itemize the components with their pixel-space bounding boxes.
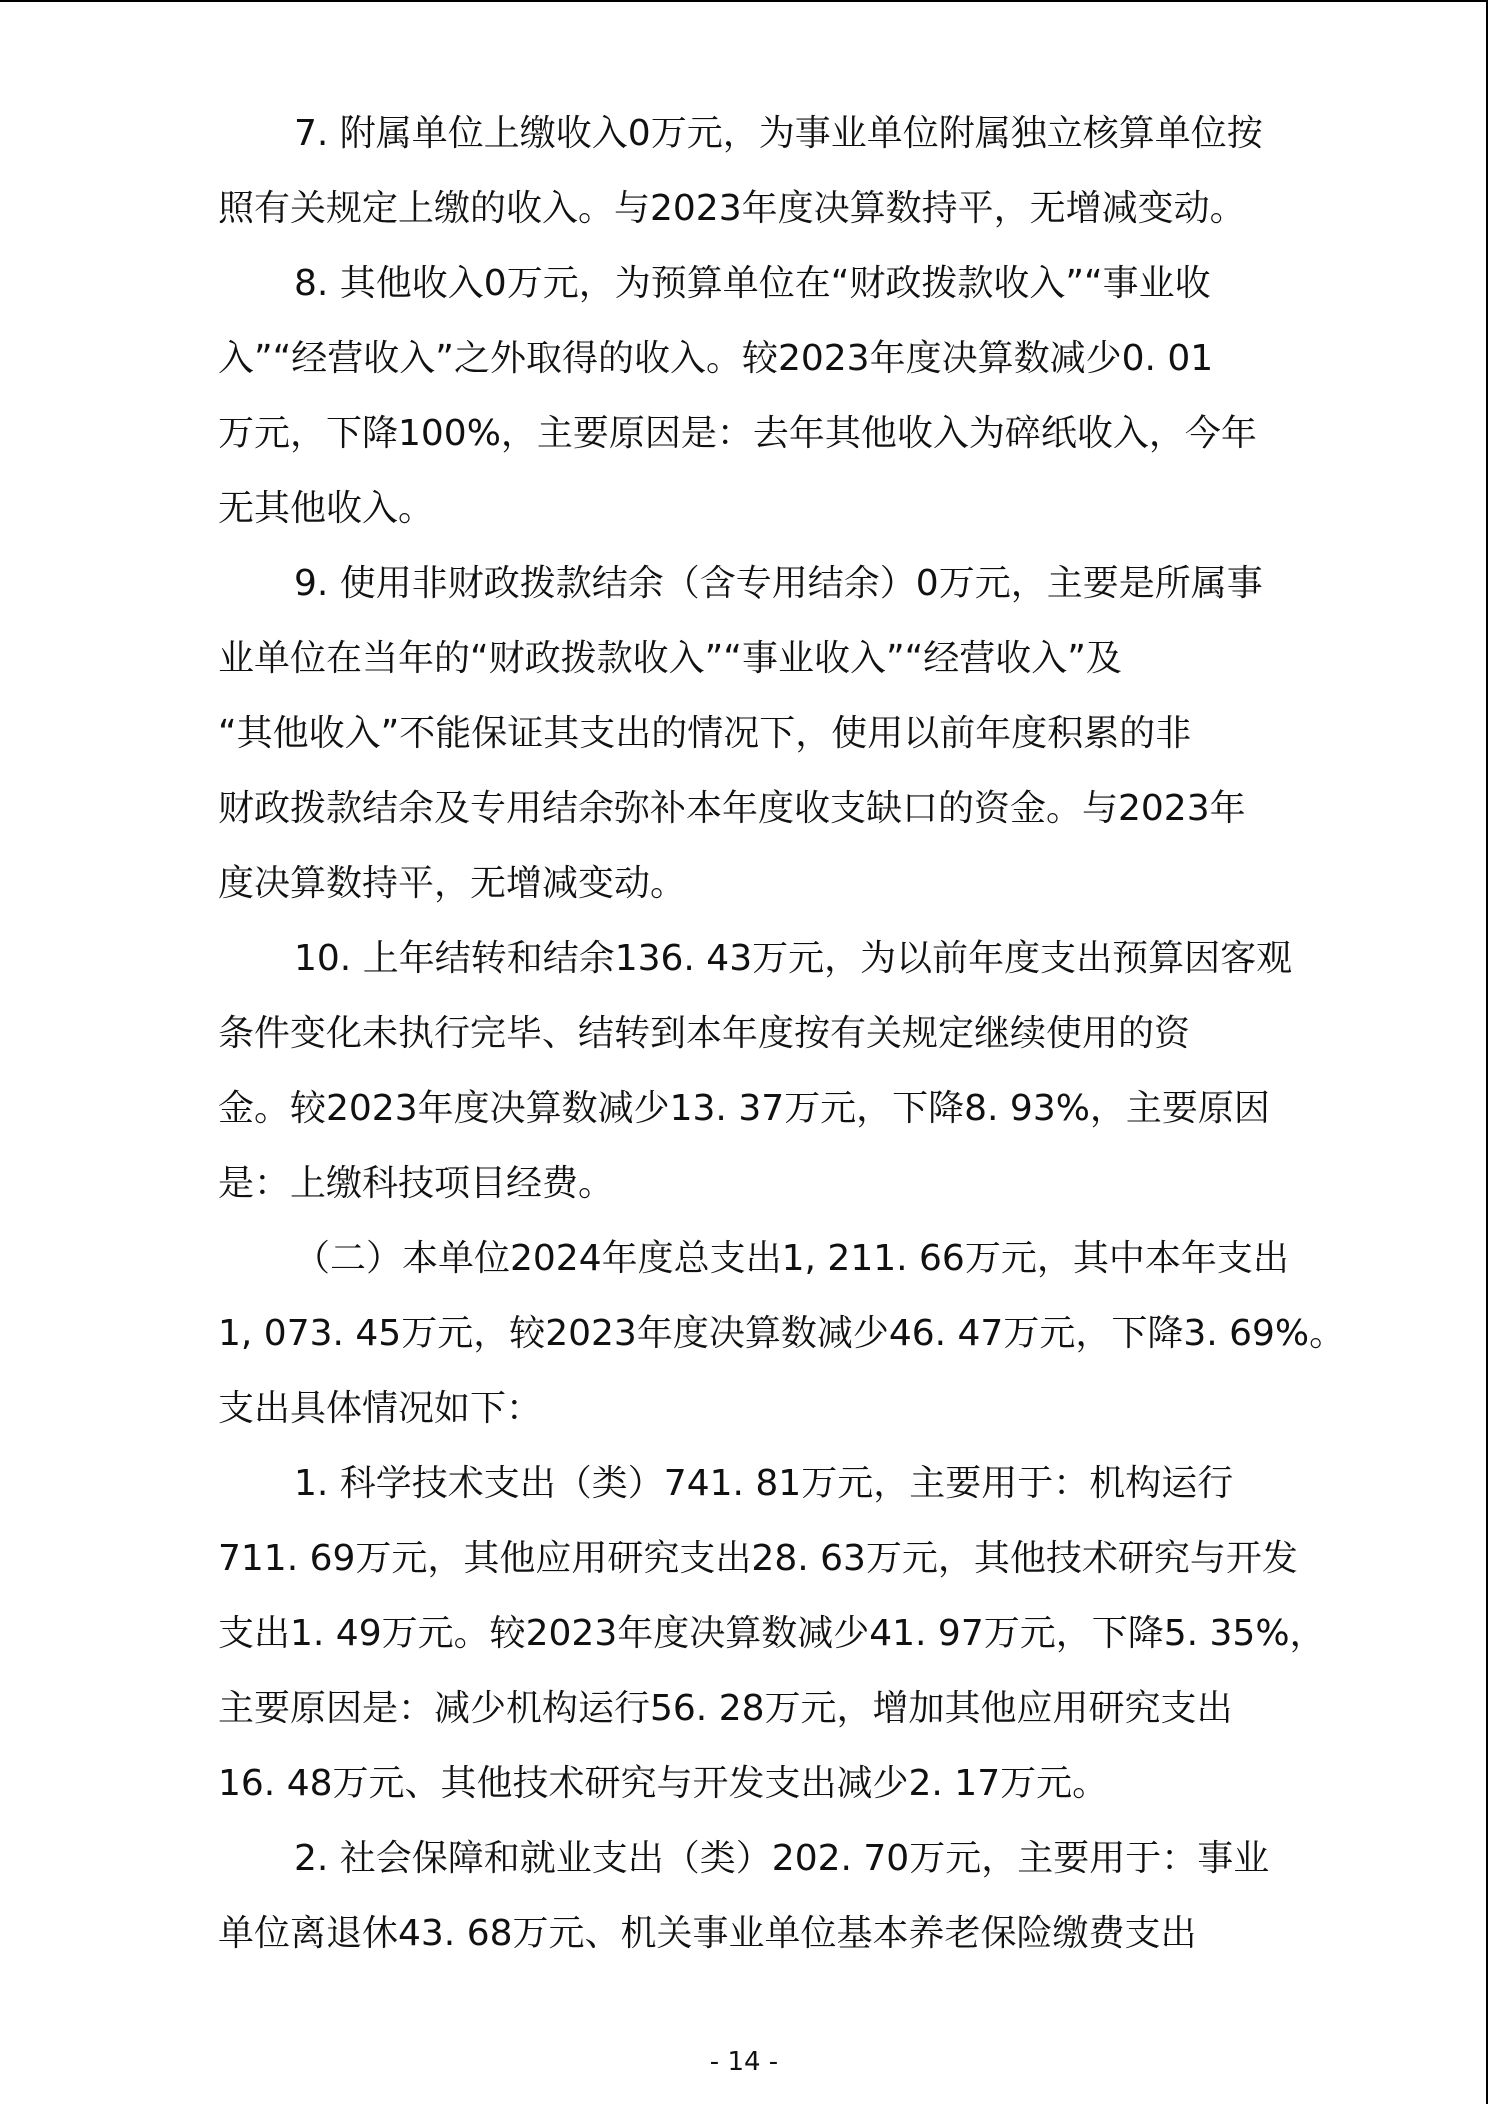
paragraph-line: 单位离退休43. 68万元、机关事业单位基本养老保险缴费支出 <box>218 1913 1197 1954</box>
paragraph-line: （二）本单位2024年度总支出1, 211. 66万元，其中本年支出 <box>294 1238 1289 1279</box>
paragraph-line: 无其他收入。 <box>218 488 435 529</box>
paragraph-line: 16. 48万元、其他技术研究与开发支出减少2. 17万元。 <box>218 1763 1109 1804</box>
paragraph-line: 入”“经营收入”之外取得的收入。较2023年度决算数减少0. 01 <box>218 338 1214 379</box>
paragraph-line: 条件变化未执行完毕、结转到本年度按有关规定继续使用的资 <box>218 1013 1191 1054</box>
paragraph-line: 支出具体情况如下： <box>218 1388 543 1429</box>
paragraph-line: 业单位在当年的“财政拨款收入”“事业收入”“经营收入”及 <box>218 638 1122 679</box>
paragraph-line: 是：上缴科技项目经费。 <box>218 1163 615 1204</box>
paragraph-line: 度决算数持平，无增减变动。 <box>218 863 687 904</box>
paragraph-line: 10. 上年结转和结余136. 43万元，为以前年度支出预算因客观 <box>294 938 1293 979</box>
page-number: - 14 - <box>709 2047 779 2077</box>
paragraph-line: 2. 社会保障和就业支出（类）202. 70万元，主要用于：事业 <box>294 1838 1270 1879</box>
paragraph-line: “其他收入”不能保证其支出的情况下，使用以前年度积累的非 <box>218 713 1192 754</box>
paragraph-line: 9. 使用非财政拨款结余（含专用结余）0万元，主要是所属事 <box>294 563 1263 604</box>
paragraph-line: 1, 073. 45万元，较2023年度决算数减少46. 47万元，下降3. 69%。 <box>218 1313 1346 1354</box>
paragraph-line: 财政拨款结余及专用结余弥补本年度收支缺口的资金。与2023年 <box>218 788 1246 829</box>
paragraph-line: 8. 其他收入0万元，为预算单位在“财政拨款收入”“事业收 <box>294 263 1211 304</box>
paragraph-line: 711. 69万元，其他应用研究支出28. 63万元，其他技术研究与开发 <box>218 1538 1298 1579</box>
paragraph-line: 照有关规定上缴的收入。与2023年度决算数持平，无增减变动。 <box>218 188 1246 229</box>
paragraph-line: 金。较2023年度决算数减少13. 37万元，下降8. 93%，主要原因 <box>218 1088 1270 1129</box>
paragraph-line: 7. 附属单位上缴收入0万元，为事业单位附属独立核算单位按 <box>294 113 1263 154</box>
paragraph-line: 1. 科学技术支出（类）741. 81万元，主要用于：机构运行 <box>294 1463 1234 1504</box>
paragraph-line: 万元，下降100%，主要原因是：去年其他收入为碎纸收入，今年 <box>218 413 1257 454</box>
paragraph-line: 主要原因是：减少机构运行56. 28万元，增加其他应用研究支出 <box>218 1688 1233 1729</box>
document-body <box>218 96 1346 1971</box>
paragraph-line: 支出1. 49万元。较2023年度决算数减少41. 97万元，下降5. 35%， <box>218 1613 1326 1654</box>
